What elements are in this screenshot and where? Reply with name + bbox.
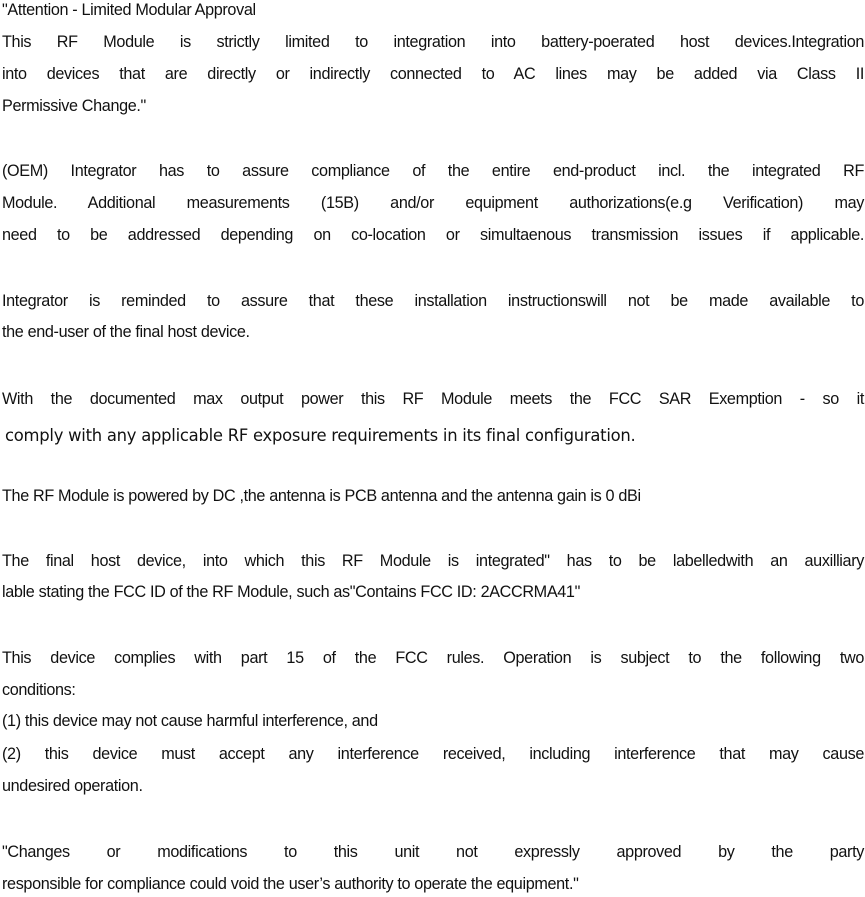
text-line: With the documented max output power this RF Module meets the FCC SAR Exemption - so it <box>2 390 864 408</box>
text-line: Module. Additional measurements (15B) and/or equipment authorizations(e.g Verification) may <box>2 194 864 212</box>
text-line: need to be addressed depending on co-location or simultaenous transmission issues if applicable. <box>2 226 864 244</box>
text-line: comply with any applicable RF exposure requirements in its final configuration. <box>5 426 636 445</box>
text-line: The RF Module is powered by DC ,the antenna is PCB antenna and the antenna gain is 0 dBi <box>2 487 641 505</box>
text-line: into devices that are directly or indirectly connected to AC lines may be added via Class II <box>2 65 864 83</box>
text-line: The final host device, into which this RF Module is integrated" has to be labelledwith an auxilliary <box>2 552 864 570</box>
text-line: "Changes or modifications to this unit not expressly approved by the party <box>2 843 864 861</box>
text-line: lable stating the FCC ID of the RF Module, such as"Contains FCC ID: 2ACCRMA41" <box>2 583 580 601</box>
text-line: the end-user of the final host device. <box>2 323 250 341</box>
text-line: undesired operation. <box>2 777 143 795</box>
text-line: responsible for compliance could void the user’s authority to operate the equipment." <box>2 875 579 893</box>
heading-attention: "Attention - Limited Modular Approval <box>2 1 256 19</box>
text-line: (OEM) Integrator has to assure compliance of the entire end-product incl. the integrated RF <box>2 162 864 180</box>
text-line: Integrator is reminded to assure that these installation instructionswill not be made available to <box>2 292 864 310</box>
text-line: This RF Module is strictly limited to integration into battery-poerated host devices.Integration <box>2 33 864 51</box>
text-line: Permissive Change." <box>2 97 146 115</box>
text-line: (2) this device must accept any interference received, including interference that may cause <box>2 745 864 763</box>
text-line: This device complies with part 15 of the FCC rules. Operation is subject to the following two <box>2 649 864 667</box>
text-line: conditions: <box>2 681 76 699</box>
text-line: (1) this device may not cause harmful interference, and <box>2 712 378 730</box>
